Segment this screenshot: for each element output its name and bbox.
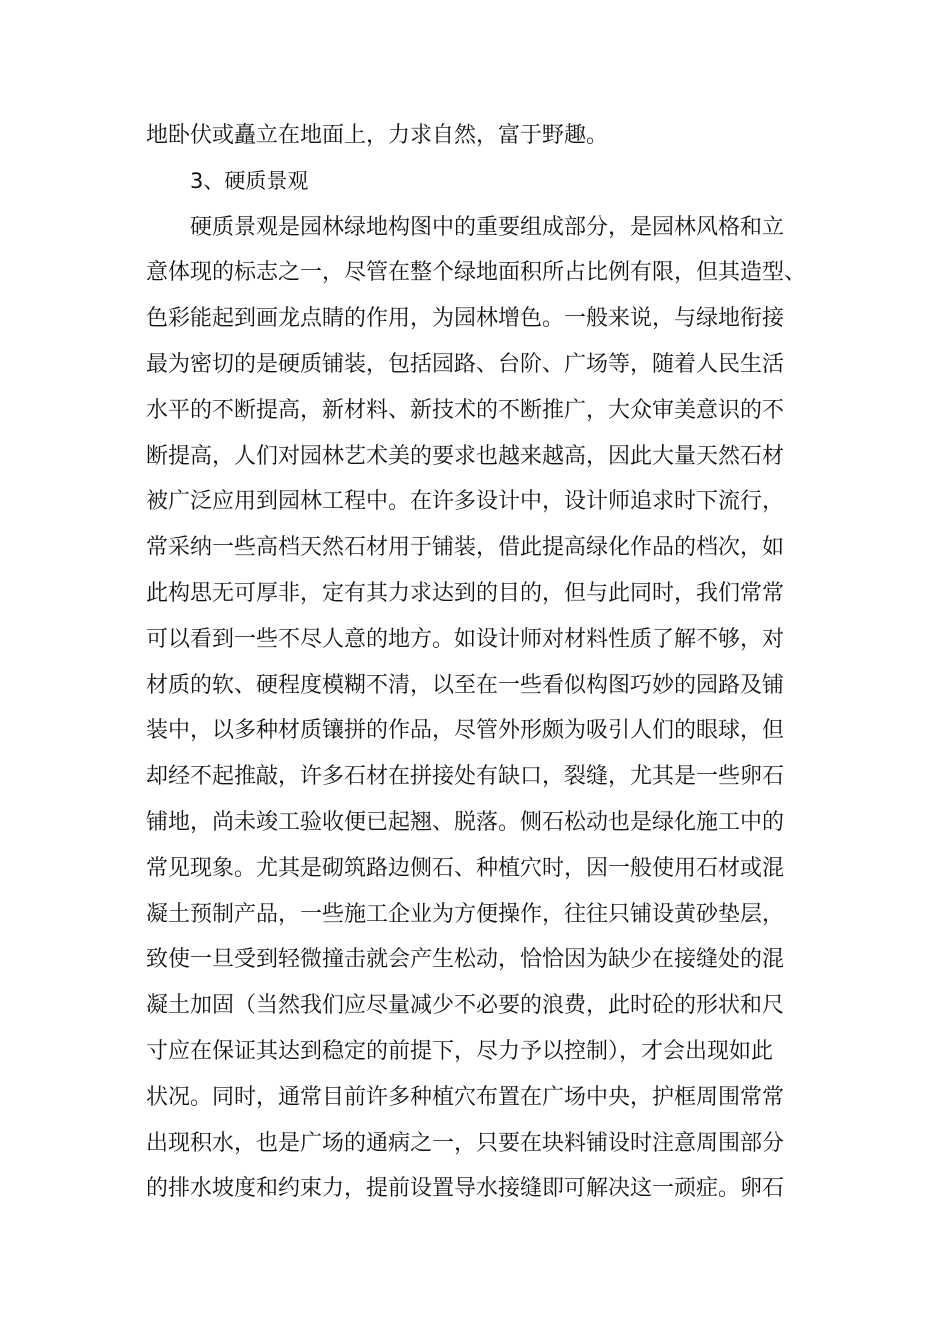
text-line: 凝土预制产品，一些施工企业为方便操作，往往只铺设黄砂垫层， [146, 901, 785, 927]
text-line: 可以看到一些不尽人意的地方。如设计师对材料性质了解不够，对 [146, 626, 785, 652]
text-line: 常见现象。尤其是砌筑路边侧石、种植穴时，因一般使用石材或混 [146, 855, 785, 881]
text-line: 地卧伏或矗立在地面上，力求自然，富于野趣。 [146, 123, 609, 148]
text-line: 色彩能起到画龙点睛的作用，为园林增色。一般来说，与绿地衔接 [146, 306, 785, 332]
text-line: 铺地，尚未竣工验收便已起翘、脱落。侧石松动也是绿化施工中的 [146, 809, 785, 835]
text-line: 致使一旦受到轻微撞击就会产生松动，恰恰因为缺少在接缝处的混 [146, 947, 785, 973]
text-line: 出现积水，也是广场的通病之一，只要在块料铺设时注意周围部分 [146, 1130, 785, 1156]
text-line: 水平的不断提高，新材料、新技术的不断推广，大众审美意识的不 [146, 397, 785, 423]
text-line: 的排水坡度和约束力，提前设置导水接缝即可解决这一顽症。卵石 [146, 1176, 785, 1202]
text-line: 寸应在保证其达到稳定的前提下，尽力予以控制），才会出现如此 [146, 1038, 774, 1064]
text-line: 被广泛应用到园林工程中。在许多设计中，设计师追求时下流行， [146, 489, 785, 515]
text-line: 材质的软、硬程度模糊不清，以至在一些看似构图巧妙的园路及铺 [146, 672, 785, 698]
text-line: 断提高，人们对园林艺术美的要求也越来越高，因此大量天然石材 [146, 443, 785, 469]
text-line: 却经不起推敲，许多石材在拼接处有缺口，裂缝，尤其是一些卵石 [146, 764, 785, 790]
text-line: 意体现的标志之一，尽管在整个绿地面积所占比例有限，但其造型、 [146, 260, 807, 286]
text-line: 凝土加固（当然我们应尽量减少不必要的浪费，此时砼的形状和尺 [146, 993, 785, 1019]
body-text [146, 113, 826, 1212]
text-line: 此构思无可厚非，定有其力求达到的目的，但与此同时，我们常常 [146, 580, 785, 606]
text-line: 最为密切的是硬质铺装，包括园路、台阶、广场等，随着人民生活 [146, 351, 785, 377]
section-heading: 3、硬质景观 [190, 168, 309, 193]
text-line: 状况。同时，通常目前许多种植穴布置在广场中央，护框周围常常 [146, 1084, 785, 1110]
paragraph-first-line: 硬质景观是园林绿地构图中的重要组成部分，是园林风格和立 [190, 214, 785, 240]
text-line: 装中，以多种材质镶拼的作品，尽管外形颇为吸引人们的眼球，但 [146, 718, 785, 744]
text-line: 常采纳一些高档天然石材用于铺装，借此提高绿化作品的档次，如 [146, 535, 785, 561]
